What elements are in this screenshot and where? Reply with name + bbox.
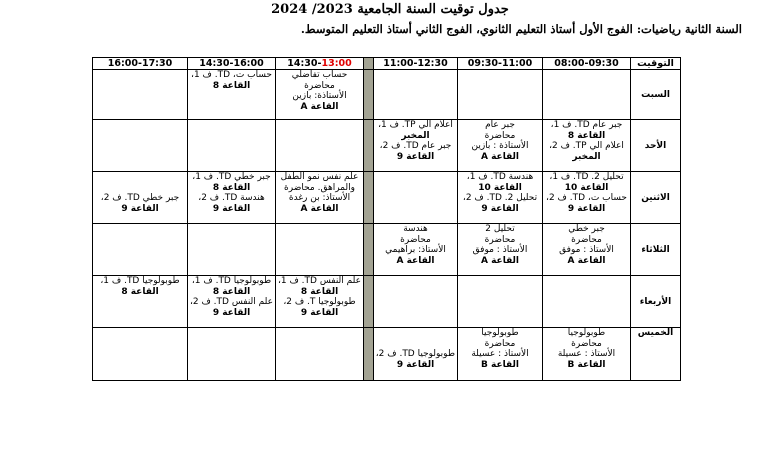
cell-thu-2	[458, 328, 543, 381]
day-wednesday: الأربعاء	[631, 276, 681, 328]
cell-sat-6	[188, 70, 276, 120]
cell-sun-3	[374, 120, 458, 172]
entry: علم النفس TD. ف 1، القاعة 8 طوبولوجيا T. ف 2، القاعة 9	[277, 276, 361, 318]
cell-wed-6	[188, 276, 276, 328]
header-slot-2: 09:30-11:00	[458, 58, 543, 70]
page-title: جدول توقيت السنة الجامعية 2023/ 2024	[271, 2, 509, 17]
cell-mon-2	[458, 172, 543, 224]
cell-empty	[276, 120, 364, 172]
row-thursday	[93, 328, 681, 381]
cell-empty	[374, 276, 458, 328]
entry: تحليل 2 محاضرة الأستاذ : موفق القاعة A	[472, 224, 528, 266]
cell-empty	[93, 328, 188, 381]
cell-empty	[374, 70, 458, 120]
day-sunday: الأحد	[631, 120, 681, 172]
entry: طوبولوجيا محاضرة الأستاذ : عسيلة القاعة B	[557, 328, 616, 370]
break-separator	[364, 70, 374, 120]
break-separator	[364, 224, 374, 276]
entry: جبر عام TD. ف 1، القاعة 8 اعلام الي TP. ف 2، المخبر	[549, 120, 624, 162]
entry: جبر خطي TD. ف 1، القاعة 8 هندسة TD. ف 2، القاعة 9	[192, 172, 271, 214]
entry: تحليل 2. TD. ف 1، القاعة 10 حساب ت، TD. ف 2، القاعة 9	[546, 172, 627, 214]
entry: طوبولوجيا TD. ف 2، القاعة 9	[375, 349, 455, 370]
header-slot-1: 08:00-09:30	[543, 58, 631, 70]
cell-empty	[543, 276, 631, 328]
row-tuesday	[93, 224, 681, 276]
cell-thu-3	[374, 328, 458, 381]
header-row	[93, 58, 681, 70]
row-sunday	[93, 120, 681, 172]
page-subtitle: السنة الثانية رياضيات: الفوج الأول أستاذ التعليم الثانوي، الفوج الثاني أستاذ التعليم المتوسط.	[300, 22, 742, 36]
entry: طوبولوجيا محاضرة الأستاذ : عسيلة القاعة B	[471, 328, 529, 370]
entry: طوبولوجيا TD. ف 1، القاعة 8 علم النفس TD. ف 2، القاعة 9	[189, 276, 273, 318]
cell-wed-5	[276, 276, 364, 328]
cell-sat-5	[276, 70, 364, 120]
entry: علم نفس نمو الطفل والمراهق. محاضرة الأستاذ: بن رغدة القاعة A	[280, 172, 359, 214]
day-monday: الاثنين	[631, 172, 681, 224]
cell-mon-1	[543, 172, 631, 224]
cell-empty	[93, 70, 188, 120]
cell-empty	[276, 328, 364, 381]
cell-empty	[374, 172, 458, 224]
cell-empty	[543, 70, 631, 120]
cell-mon-7	[93, 172, 188, 224]
cell-thu-1	[543, 328, 631, 381]
row-saturday	[93, 70, 681, 120]
entry: هندسة TD. ف 1، القاعة 10 تحليل 2. TD. ف 2، القاعة 9	[462, 172, 538, 214]
cell-sun-2	[458, 120, 543, 172]
header-slot-5-start: 13:00	[321, 58, 352, 69]
entry: طوبولوجيا TD. ف 1، القاعة 8	[100, 276, 180, 297]
day-thursday: الخميس	[631, 328, 681, 381]
break-separator	[364, 276, 374, 328]
cell-empty	[93, 224, 188, 276]
header-slot-7: 16:00-17:30	[93, 58, 188, 70]
header-slot-5: 14:30-13:00	[276, 58, 364, 70]
cell-mon-5	[276, 172, 364, 224]
cell-empty	[93, 120, 188, 172]
timetable	[92, 57, 681, 381]
cell-empty	[458, 276, 543, 328]
cell-wed-7	[93, 276, 188, 328]
row-monday	[93, 172, 681, 224]
entry: اعلام الي TP. ف 1، المخبر جبر عام TD. ف 2، القاعة 9	[378, 120, 453, 162]
entry: هندسة محاضرة الأستاذ: براهيمي القاعة A	[385, 224, 446, 266]
cell-mon-6	[188, 172, 276, 224]
entry: جبر خطي محاضرة الأستاذ : موفق القاعة A	[559, 224, 614, 266]
day-tuesday: الثلاثاء	[631, 224, 681, 276]
entry: جبر خطي TD. ف 2، القاعة 9	[100, 193, 180, 214]
break-separator	[364, 328, 374, 381]
cell-empty	[188, 328, 276, 381]
header-slot-3: 11:00-12:30	[374, 58, 458, 70]
break-separator	[364, 172, 374, 224]
entry: حساب ت، TD. ف 1، القاعة 8	[191, 70, 272, 91]
cell-sun-1	[543, 120, 631, 172]
header-slot-6: 14:30-16:00	[188, 58, 276, 70]
break-separator	[364, 58, 374, 70]
break-separator	[364, 120, 374, 172]
cell-tue-2	[458, 224, 543, 276]
entry: جبر عام محاضرة الأستاذة : بازين القاعة A	[471, 120, 529, 162]
cell-empty	[188, 224, 276, 276]
cell-tue-3	[374, 224, 458, 276]
row-wednesday	[93, 276, 681, 328]
cell-empty	[188, 120, 276, 172]
cell-empty	[276, 224, 364, 276]
header-time: التوقيت	[631, 58, 681, 70]
entry: حساب تفاضلي محاضرة الأستاذة: بازين القاعة A	[291, 70, 348, 112]
day-saturday: السبت	[631, 70, 681, 120]
cell-empty	[458, 70, 543, 120]
cell-tue-1	[543, 224, 631, 276]
